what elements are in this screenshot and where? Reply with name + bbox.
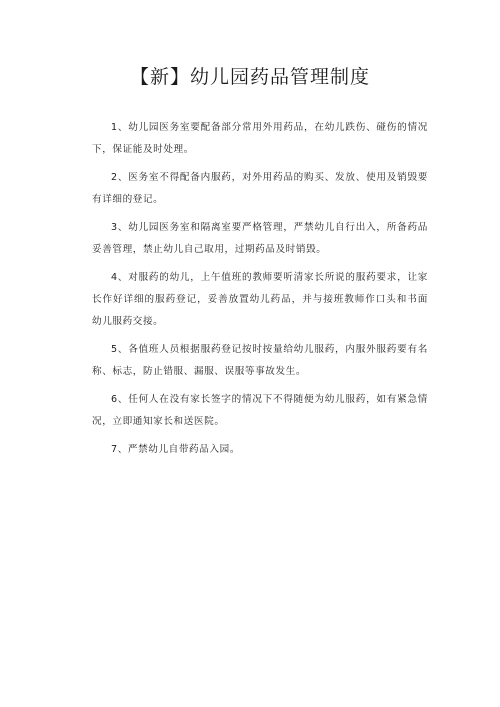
paragraph-3: 3、幼儿园医务室和隔离室要严格管理，严禁幼儿自行出入，所备药品妥善管理，禁止幼儿自己取用，过期药品及时销毁。 [92, 222, 428, 255]
paragraph-1: 1、幼儿园医务室要配备部分常用外用药品，在幼儿跌伤、碰伤的情况下，保证能及时处理。 [92, 122, 428, 155]
paragraph-6: 6、任何人在没有家长签字的情况下不得随便为幼儿服药，如有紧急情况，立即通知家长和送医院。 [92, 394, 428, 427]
document-title: 【新】幼儿园药品管理制度 [129, 66, 370, 88]
paragraph-5: 5、各值班人员根据服药登记按时按量给幼儿服药，内服外服药要有名称、标志，防止错服、漏服、误服等事故发生。 [92, 344, 428, 377]
paragraph-7: 7、严禁幼儿自带药品入园。 [111, 444, 241, 455]
paragraph-4: 4、对服药的幼儿，上午值班的教师要听清家长所说的服药要求，让家长作好详细的服药登记，妥善放置幼儿药品，并与接班教师作口头和书面幼儿服药交接。 [92, 272, 428, 327]
document-body [92, 117, 428, 467]
paragraph-2: 2、医务室不得配备内服药，对外用药品的购买、发放、使用及销毁要有详细的登记。 [92, 172, 428, 205]
